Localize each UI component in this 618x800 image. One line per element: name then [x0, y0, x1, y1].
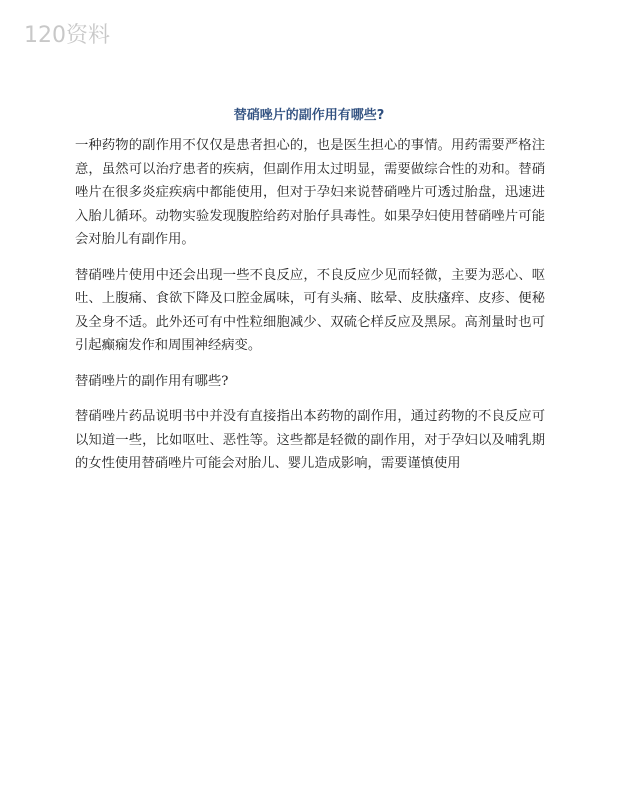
article-body	[75, 134, 545, 488]
paragraph-2: 替硝唑片使用中还会出现一些不良反应，不良反应少见而轻微，主要为恶心、呕吐、上腹痛、食欲下降及口腔金属味，可有头痛、眩晕、皮肤瘙痒、皮疹、便秘及全身不适。此外还可有中性粒细胞减少、双硫仑样反应及黑尿。高剂量时也可引起癫痫发作和周围神经病变。	[75, 267, 545, 353]
article-title: 替硝唑片的副作用有哪些?	[233, 108, 385, 123]
paragraph-4: 替硝唑片药品说明书中并没有直接指出本药物的副作用，通过药物的不良反应可以知道一些，比如呕吐、恶性等。这些都是轻微的副作用，对于孕妇以及哺乳期的女性使用替硝唑片可能会对胎儿、婴儿造成影响，需要谨慎使用	[75, 409, 545, 471]
paragraph-1: 一种药物的副作用不仅仅是患者担心的，也是医生担心的事情。用药需要严格注意，虽然可以治疗患者的疾病，但副作用太过明显，需要做综合性的劝和。替硝唑片在很多炎症疾病中都能使用，但对于孕妇来说替硝唑片可透过胎盘，迅速进入胎儿循环。动物实验发现腹腔给药对胎仔具毒性。如果孕妇使用替硝唑片可能会对胎儿有副作用。	[75, 138, 545, 247]
watermark-logo: 120资料	[24, 23, 110, 48]
subheading-paragraph: 替硝唑片的副作用有哪些?	[75, 373, 229, 389]
